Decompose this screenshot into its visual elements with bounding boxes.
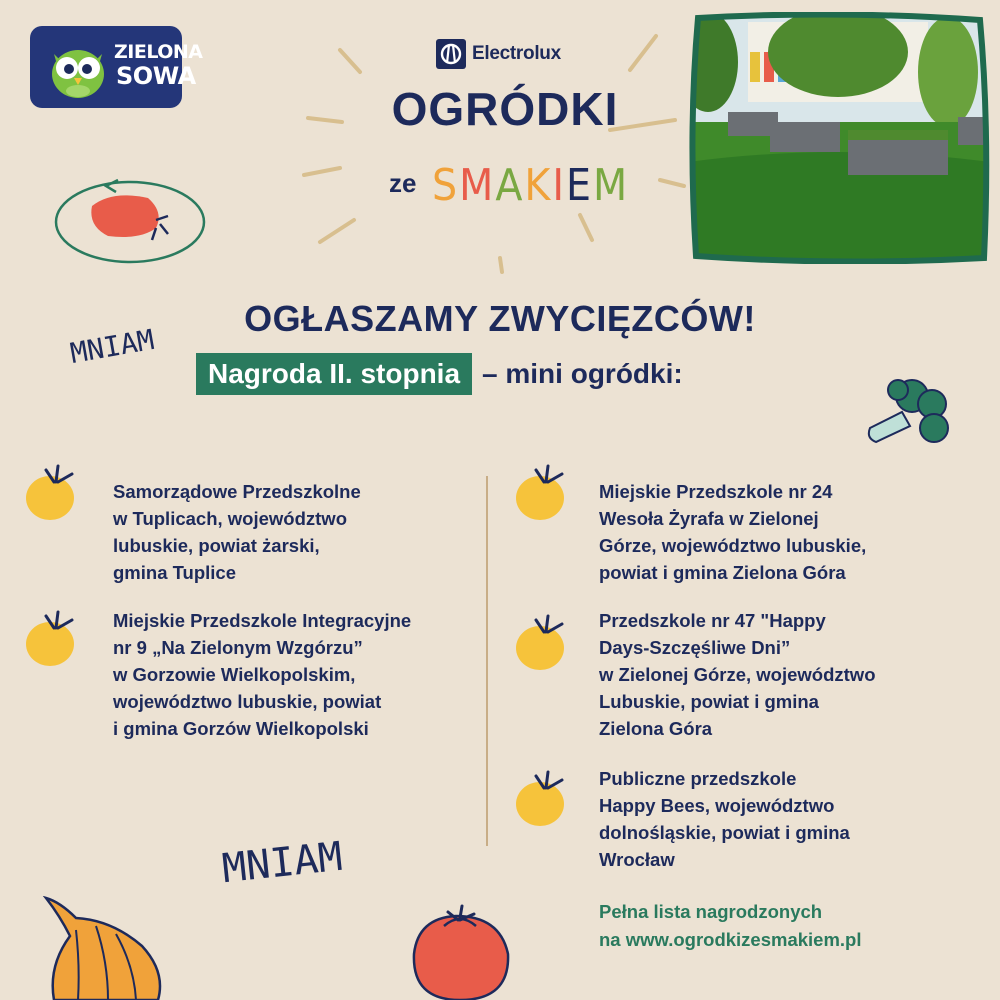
logo-text: [114, 40, 203, 88]
winner-entry: Samorządowe Przedszkolne w Tuplicach, województwo lubuskie, powiat żarski, gmina Tuplice: [113, 481, 361, 583]
smakiem-letter: I: [552, 160, 567, 211]
yellow-tomato-icon: [22, 462, 82, 522]
smakiem-letter: S: [432, 160, 460, 211]
title-ze: ze: [389, 168, 417, 198]
zielona-sowa-logo: [30, 26, 203, 108]
mniam-doodle: MNIAM: [219, 833, 345, 893]
logo-line-1: ZIELONA: [114, 41, 203, 63]
award-category: – mini ogródki:: [482, 358, 683, 389]
yellow-tomato-icon: [512, 768, 572, 828]
winner-entry: Miejskie Przedszkole Integracyjne nr 9 „Na Zielonym Wzgórzu” w Gorzowie Wielkopolskim, województwo lubuskie, powiat i gmina Gorzów Wielkopolski: [113, 610, 412, 739]
yellow-tomato-icon: [512, 612, 572, 672]
award-line: [196, 352, 683, 396]
website-link[interactable]: na www.ogrodkizesmakiem.pl: [599, 929, 862, 950]
owl-icon: [44, 34, 112, 102]
yellow-tomato-icon: [22, 608, 82, 668]
winner-entry: Miejskie Przedszkole nr 24 Wesoła Żyrafa w Zielonej Górze, województwo lubuskie, powiat i gmina Zielona Góra: [599, 481, 867, 583]
mniam-doodle: MNIAM: [67, 322, 157, 371]
winner-entry: Przedszkole nr 47 "Happy Days-Szczęśliwe Dni” w Zielonej Górze, województwo Lubuskie, powiat i gmina Zielona Góra: [599, 610, 876, 739]
electrolux-icon: [436, 39, 466, 69]
title-smakiem: [432, 160, 629, 211]
broccoli-icon: [862, 376, 954, 452]
electrolux-logo: [436, 38, 561, 70]
onion-icon: [40, 896, 170, 1000]
yellow-tomato-icon: [512, 462, 572, 522]
smakiem-letter: M: [593, 160, 630, 211]
title-ogrodki: OGRÓDKI: [391, 83, 619, 135]
garden-photo: [688, 12, 990, 264]
column-divider: [486, 476, 488, 846]
smakiem-letter: A: [495, 160, 525, 211]
logo-line-2: SOWA: [116, 62, 196, 90]
smakiem-letter: E: [566, 160, 594, 211]
tomato-doodle: [52, 176, 212, 266]
sponsor-name: Electrolux: [472, 43, 561, 64]
winner-entry: Publiczne przedszkole Happy Bees, województwo dolnośląskie, powiat i gmina Wrocław: [599, 768, 850, 870]
smakiem-letter: M: [459, 160, 496, 211]
footer-note: [599, 898, 862, 954]
smakiem-letter: K: [524, 160, 553, 211]
tomato-icon: [404, 904, 514, 1000]
award-badge: Nagroda II. stopnia: [196, 353, 472, 395]
headline: OGŁASZAMY ZWYCIĘZCÓW!: [244, 298, 756, 339]
footer-line-1: Pełna lista nagrodzonych: [599, 901, 823, 922]
